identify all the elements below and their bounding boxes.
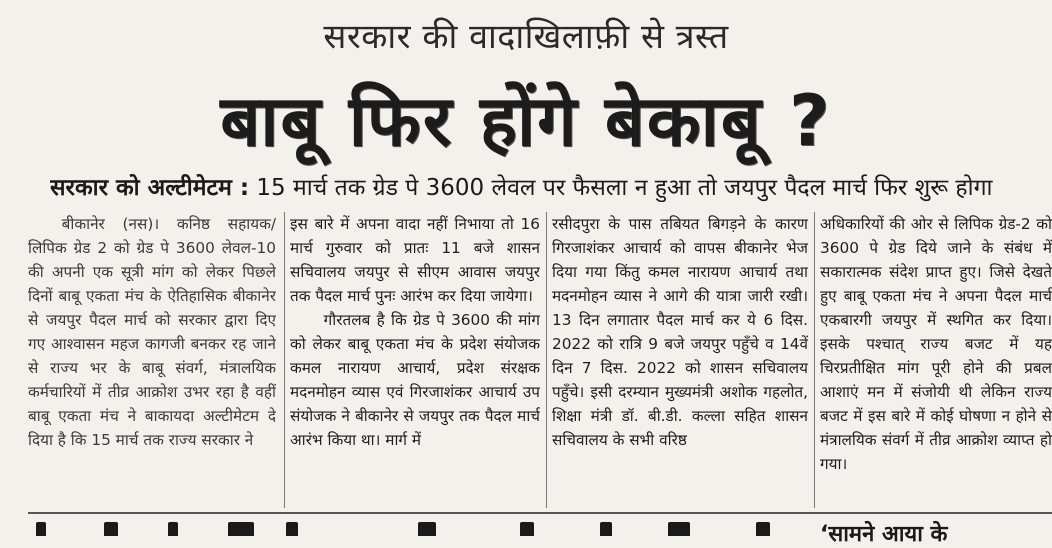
next-story-headline: ‘सामने आया के <box>820 522 948 547</box>
cropped-glyph <box>168 522 178 536</box>
cropped-glyph <box>756 522 770 536</box>
article-column-3 <box>552 212 808 508</box>
cropped-glyph <box>600 522 612 536</box>
cropped-glyph <box>286 522 298 536</box>
cropped-glyph <box>104 522 118 536</box>
main-headline: बाबू फिर होंगे बेकाबू ? <box>220 80 832 162</box>
paragraph: इस बारे में अपना वादा नहीं निभाया तो 16 मार्च गुरुवार को प्रातः 11 बजे शासन सचिवालय जयपुर से सीएम आवास जयपुर तक पैदल मार्च पुनः आरंभ कर दिया जायेगा। <box>290 215 540 305</box>
paragraph: बीकानेर (नस)। कनिष्ठ सहायक/लिपिक ग्रेड 2 को ग्रेड पे 3600 लेवल-10 की अपनी एक सूत्री मांग को लेकर पिछले दिनों बाबू एकता मंच के ऐतिहासिक बीकानेर से जयपुर पैदल मार्च को सरकार द्वारा दिए गए आश्वासन महज कागजी बनकर रह जाने से राज्य भर के बाबू संवर्ग, मंत्रालयिक कर्मचारियों में तीव्र आक्रोश उभर रहा है वहीं बाबू एकता मंच ने बाकायदा अल्टीमेटम दे दिया है कि 15 मार्च तक राज्य सरकार ने <box>28 215 276 449</box>
subdeck-text: 15 मार्च तक ग्रेड पे 3600 लेवल पर फैसला न हुआ तो जयपुर पैदल मार्च फिर शुरू होगा <box>256 175 993 201</box>
subdeck-label: सरकार को अल्टीमेटम : <box>50 175 250 201</box>
cropped-glyph <box>36 522 46 536</box>
paragraph: रसीदपुरा के पास तबियत बिगड़ने के कारण गिरजाशंकर आचार्य को वापस बीकानेर भेज दिया गया किंतु कमल नारायण आचार्य तथा मदनमोहन व्यास ने आगे की यात्रा जारी रखी। 13 दिन लगातार पैदल मार्च कर ये 6 दिस. 2022 को रात्रि 9 बजे जयपुर पहुँचे व 14वें दिन 7 दिस. 2022 को शासन सचिवालय पहुँचे। इसी दरम्यान मुख्यमंत्री अशोक गहलोत, शिक्षा मंत्री डॉ. बी.डी. कल्ला सहित शासन सचिवालय के सभी वरिष्ठ <box>552 215 808 449</box>
article-column-1 <box>28 212 276 508</box>
cropped-glyph <box>228 522 254 536</box>
paragraph: गौरतलब है कि ग्रेड पे 3600 की मांग को लेकर बाबू एकता मंच के प्रदेश संयोजक कमल नारायण आचार्य, प्रदेश संरक्षक मदनमोहन व्यास एवं गिरजाशंकर आचार्य उप संयोजक ने बीकानेर से जयपुर तक पैदल मार्च आरंभ किया था। मार्ग में <box>290 311 540 449</box>
article-body <box>28 212 1052 508</box>
kicker-headline: सरकार की वादाखिलाफ़ी से त्रस्त <box>323 17 729 57</box>
paragraph: अधिकारियों की ओर से लिपिक ग्रेड-2 को 3600 पे ग्रेड दिये जाने के संबंध में सकारात्मक संदेश प्राप्त हुए। जिसे देखते हुए बाबू एकता मंच ने अपना पैदल मार्च एकबारगी जयपुर में स्थगित कर दिया। इसके पश्चात् राज्य बजट में यह चिरप्रतीक्षित मांग पूरी होने की प्रबल आशाएं मन में संजोयी थी लेकिन राज्य बजट में इस बारे में कोई घोषणा न होने से मंत्रालयिक संवर्ग में तीव्र आक्रोश व्याप्त हो गया। <box>820 215 1052 473</box>
article-column-2 <box>290 212 540 508</box>
cropped-glyph <box>520 522 534 536</box>
article-column-4 <box>820 212 1052 508</box>
cropped-glyph <box>668 522 690 536</box>
section-divider <box>28 512 1052 514</box>
cropped-glyph <box>418 522 436 536</box>
subdeck <box>50 170 1040 202</box>
